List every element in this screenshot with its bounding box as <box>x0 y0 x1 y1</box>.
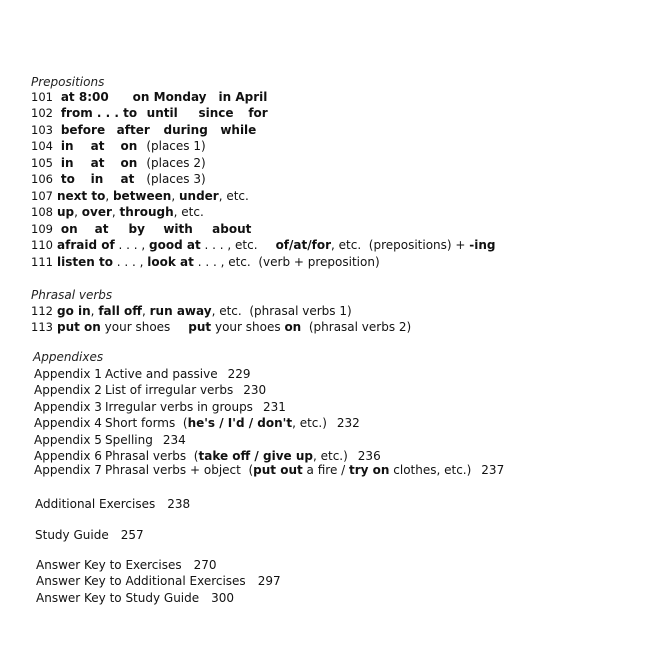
section-title-prepositions: Prepositions <box>31 75 105 89</box>
unit-103 <box>31 122 256 138</box>
unit-term: up <box>57 205 75 219</box>
unit-term: on <box>284 320 302 334</box>
unit-term: -ing <box>469 238 496 252</box>
unit-term: put <box>188 320 212 334</box>
appendix-label: Appendix 6 <box>34 449 102 463</box>
page-number: 232 <box>336 416 360 430</box>
unit-term: of/at/for <box>275 238 332 252</box>
unit-term: put on <box>57 320 101 334</box>
appendix-label: Appendix 7 <box>34 463 102 477</box>
unit-109 <box>31 221 251 237</box>
page-number: 257 <box>120 528 144 542</box>
appendix-text: Spelling <box>105 433 153 447</box>
unit-text: . . . , etc. <box>200 238 258 252</box>
unit-term: at <box>90 139 105 153</box>
page-number: 238 <box>167 497 191 511</box>
unit-number: 101 <box>31 90 53 104</box>
unit-term: at 8:00 <box>60 90 109 104</box>
unit-term: at <box>90 156 105 170</box>
section-title-appendixes: Appendixes <box>33 350 104 364</box>
unit-note: . . . , etc. (verb + preposition) <box>193 255 380 269</box>
answer-key-exercises-entry <box>36 557 217 573</box>
unit-term: on <box>60 222 78 236</box>
unit-term: between <box>112 189 172 203</box>
unit-term: through <box>119 205 174 219</box>
additional-exercises-entry <box>35 496 190 512</box>
separator: , <box>90 304 99 318</box>
unit-term: next to <box>57 189 106 203</box>
appendix-label: Appendix 3 <box>34 400 102 414</box>
appendix-5 <box>34 432 186 448</box>
separator: , <box>171 189 179 203</box>
unit-text: your shoes <box>100 320 171 334</box>
appendix-text: a fire / <box>302 463 349 477</box>
unit-term: for <box>248 106 268 120</box>
unit-term: while <box>220 123 257 137</box>
unit-term: on Monday <box>132 90 207 104</box>
appendix-text: Active and passive <box>105 367 218 381</box>
unit-number: 106 <box>31 172 53 186</box>
unit-term: to <box>60 172 75 186</box>
entry-text: Answer Key to Exercises <box>36 558 182 572</box>
unit-term: fall off <box>98 304 142 318</box>
unit-note: (places 3) <box>146 172 206 186</box>
answer-key-additional-entry <box>36 573 281 589</box>
unit-note: , etc. (phrasal verbs 1) <box>211 304 352 318</box>
unit-term: in April <box>218 90 268 104</box>
appendix-7 <box>34 462 504 478</box>
unit-text: . . . , <box>114 238 150 252</box>
unit-term: about <box>212 222 252 236</box>
appendix-bold-term: take off / give up <box>198 449 313 463</box>
unit-text: . . . , <box>112 255 148 269</box>
unit-term: before <box>60 123 106 137</box>
unit-term: at <box>120 172 135 186</box>
appendix-bold-term: try on <box>349 463 390 477</box>
unit-105 <box>31 155 206 171</box>
entry-text: Answer Key to Additional Exercises <box>36 574 246 588</box>
unit-term: with <box>163 222 193 236</box>
unit-term: by <box>128 222 145 236</box>
appendix-label: Appendix 5 <box>34 433 102 447</box>
unit-note: (places 1) <box>146 139 206 153</box>
page-number: 270 <box>193 558 217 572</box>
unit-term: at <box>94 222 109 236</box>
unit-number: 113 <box>31 320 53 334</box>
unit-number: 110 <box>31 238 53 252</box>
unit-note: (places 2) <box>146 156 206 170</box>
unit-113 <box>31 319 411 335</box>
unit-term: look at <box>147 255 194 269</box>
unit-112 <box>31 303 352 319</box>
unit-term: in <box>60 139 74 153</box>
unit-102 <box>31 105 268 121</box>
appendix-3 <box>34 399 286 415</box>
unit-term: after <box>116 123 150 137</box>
unit-111 <box>31 254 380 270</box>
unit-106 <box>31 171 206 187</box>
appendix-text: Irregular verbs in groups <box>105 400 253 414</box>
unit-term: go in <box>57 304 91 318</box>
appendix-text: Phrasal verbs ( <box>105 449 199 463</box>
unit-term: in <box>90 172 104 186</box>
page-number: 230 <box>243 383 267 397</box>
page-number: 231 <box>262 400 286 414</box>
appendix-label: Appendix 1 <box>34 367 102 381</box>
section-title-phrasal-verbs: Phrasal verbs <box>31 288 113 302</box>
unit-term: over <box>81 205 112 219</box>
unit-107 <box>31 188 249 204</box>
unit-term: since <box>198 106 234 120</box>
appendix-text: , etc.) <box>312 449 348 463</box>
appendix-bold-term: he's / I'd / don't <box>187 416 293 430</box>
unit-term: in <box>60 156 74 170</box>
unit-number: 103 <box>31 123 53 137</box>
appendix-2 <box>34 382 266 398</box>
entry-text: Answer Key to Study Guide <box>36 591 200 605</box>
unit-term: run away <box>149 304 212 318</box>
appendix-label: Appendix 4 <box>34 416 102 430</box>
unit-term: on <box>120 156 138 170</box>
page-number: 229 <box>227 367 251 381</box>
separator: , <box>111 205 120 219</box>
page-number: 300 <box>211 591 235 605</box>
page-number: 297 <box>257 574 281 588</box>
unit-number: 104 <box>31 139 53 153</box>
unit-term: listen to <box>57 255 113 269</box>
unit-term: good at <box>149 238 201 252</box>
unit-text: your shoes <box>211 320 285 334</box>
unit-108 <box>31 204 204 220</box>
unit-number: 102 <box>31 106 53 120</box>
unit-note: (phrasal verbs 2) <box>301 320 412 334</box>
unit-number: 112 <box>31 304 53 318</box>
entry-text: Additional Exercises <box>35 497 156 511</box>
unit-104 <box>31 138 206 154</box>
unit-110 <box>31 237 496 253</box>
separator: , <box>74 205 82 219</box>
appendix-bold-term: put out <box>253 463 303 477</box>
unit-term: until <box>146 106 178 120</box>
answer-key-study-guide-entry <box>36 590 234 606</box>
entry-text: Study Guide <box>35 528 109 542</box>
page-number: 234 <box>162 433 186 447</box>
appendix-label: Appendix 2 <box>34 383 102 397</box>
appendix-text: Short forms ( <box>105 416 188 430</box>
appendix-text: List of irregular verbs <box>105 383 234 397</box>
page-number: 237 <box>481 463 505 477</box>
appendix-text: , etc.) <box>292 416 327 430</box>
unit-term: under <box>178 189 219 203</box>
page-number: 236 <box>357 449 381 463</box>
unit-term: on <box>120 139 138 153</box>
unit-note: , etc. (prepositions) + <box>331 238 470 252</box>
unit-number: 105 <box>31 156 53 170</box>
unit-number: 111 <box>31 255 53 269</box>
study-guide-entry <box>35 527 144 543</box>
separator: , <box>142 304 150 318</box>
unit-term: during <box>163 123 208 137</box>
unit-number: 108 <box>31 205 53 219</box>
unit-term: from . . . to <box>60 106 138 120</box>
unit-note: , etc. <box>173 205 204 219</box>
unit-term: afraid of <box>57 238 115 252</box>
unit-101 <box>31 89 267 105</box>
appendix-text: Phrasal verbs + object ( <box>105 463 254 477</box>
appendix-4 <box>34 415 360 431</box>
separator: , <box>105 189 113 203</box>
appendix-1 <box>34 366 251 382</box>
unit-number: 107 <box>31 189 53 203</box>
unit-number: 109 <box>31 222 53 236</box>
unit-note: , etc. <box>218 189 249 203</box>
appendix-text: clothes, etc.) <box>389 463 472 477</box>
